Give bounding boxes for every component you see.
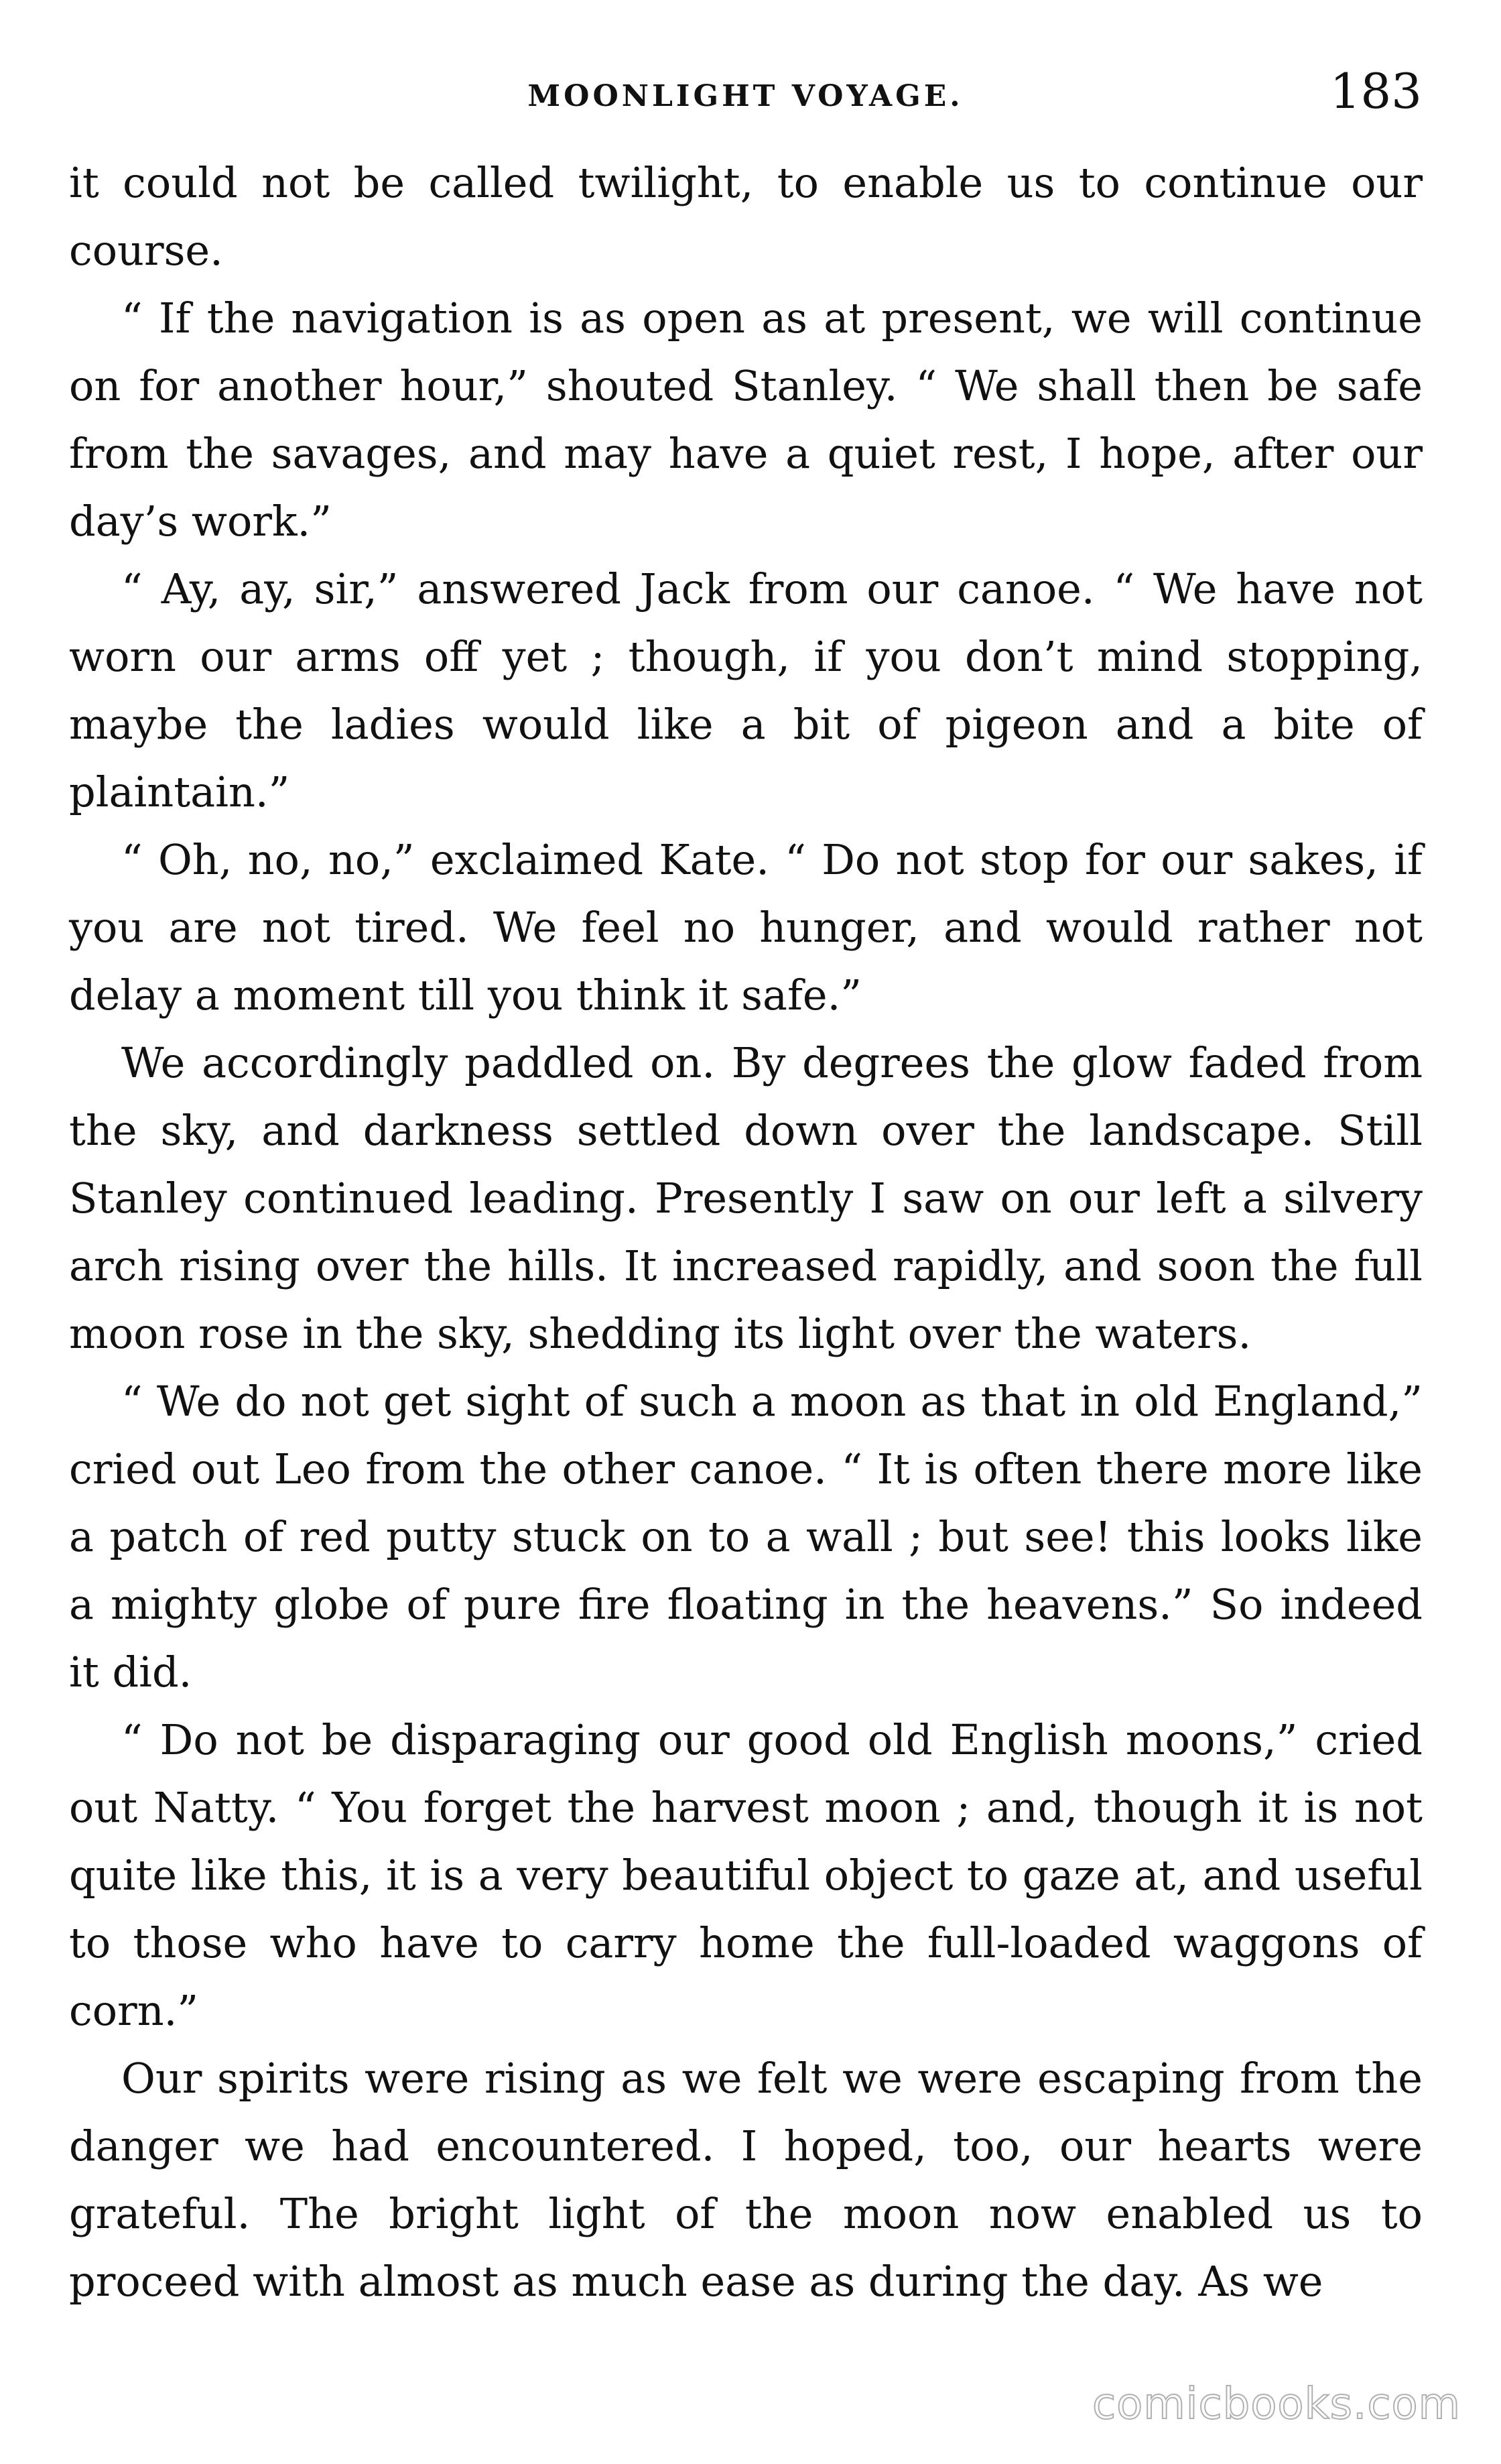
watermark: comicbooks.com <box>1092 2380 1461 2429</box>
running-title: MOONLIGHT VOYAGE. <box>527 79 964 113</box>
paragraph-1: it could not be called twilight, to enable us to continue our course. <box>69 158 1423 275</box>
paragraph-2: “ If the navigation is as open as at present, we will continue on for another hour,” shouted Stanley. “ We shall then be safe from the savages, and may have a quiet rest, I hope, after our day’s work.” <box>69 294 1423 546</box>
page-number: 183 <box>1329 63 1422 119</box>
paragraph-3: “ Ay, ay, sir,” answered Jack from our canoe. “ We have not worn our arms off yet ; though, if you don’t mind stopping, maybe the ladies would like a bit of pigeon and a bite of plaintain.” <box>69 564 1423 816</box>
paragraph-5: We accordingly paddled on. By degrees the glow faded from the sky, and darkness settled down over the landscape. Still Stanley continued leading. Presently I saw on our left a silvery arch rising over the hills. It increased rapidly, and soon the full moon rose in the sky, shedding its light over the waters. <box>69 1038 1423 1358</box>
running-head <box>69 59 1422 119</box>
paragraph-6: “ We do not get sight of such a moon as that in old England,” cried out Leo from the other canoe. “ It is often there more like a patch of red putty stuck on to a wall ; but see! this looks like a mighty globe of pure fire floating in the heavens.” So indeed it did. <box>69 1377 1423 1697</box>
paragraph-4: “ Oh, no, no,” exclaimed Kate. “ Do not stop for our sakes, if you are not tired. We feel no hunger, and would rather not delay a moment till you think it safe.” <box>69 835 1423 1020</box>
body-text <box>69 149 1423 2315</box>
paragraph-7: “ Do not be disparaging our good old English moons,” cried out Natty. “ You forget the harvest moon ; and, though it is not quite like this, it is a very beautiful object to gaze at, and useful to those who have to carry home the full-loaded waggons of corn.” <box>69 1715 1423 2035</box>
paragraph-8: Our spirits were rising as we felt we were escaping from the danger we had encountered. I hoped, too, our hearts were grateful. The bright light of the moon now enabled us to proceed with almost as much ease as during the day. As we <box>69 2054 1423 2306</box>
